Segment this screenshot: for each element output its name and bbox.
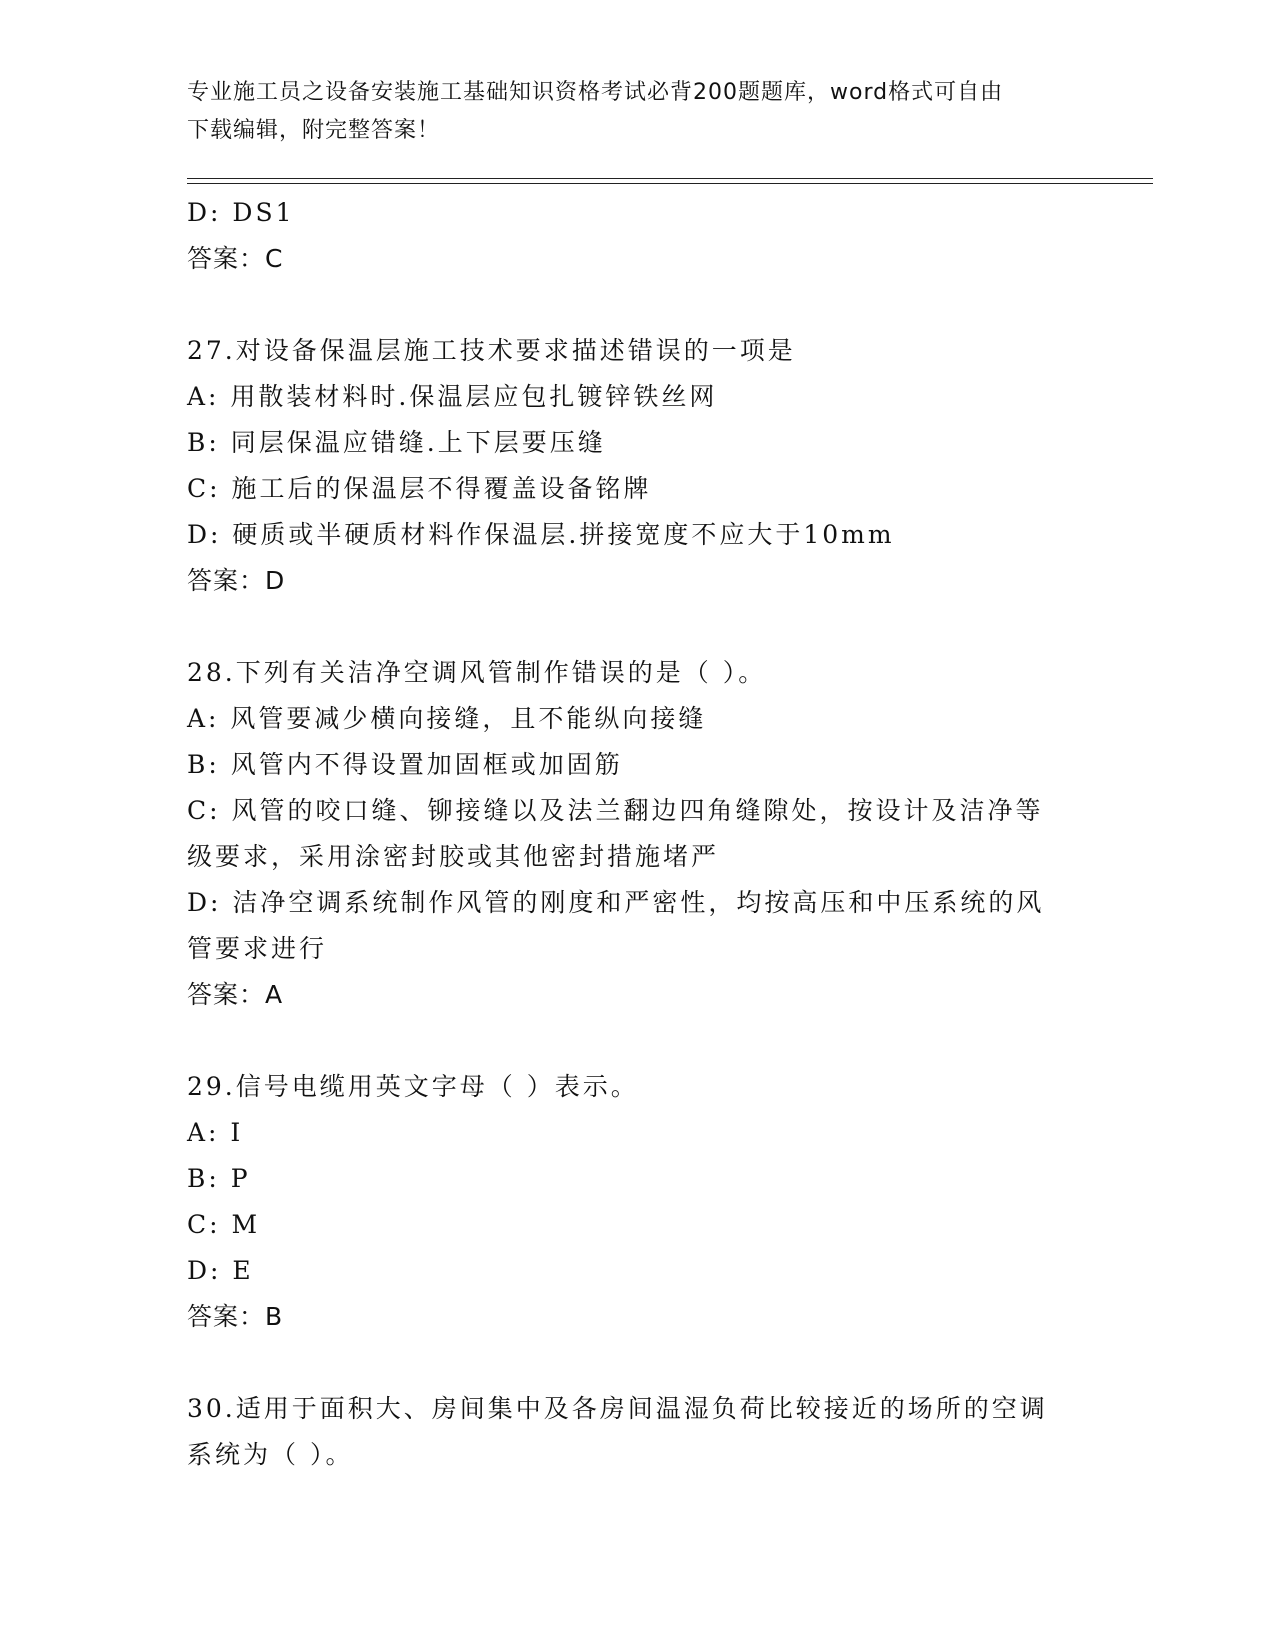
question-28 (187, 650, 1077, 1018)
option-b: B: 风管内不得设置加固框或加固筋 (187, 750, 623, 779)
option-a: A: 风管要减少横向接缝，且不能纵向接缝 (187, 704, 707, 733)
option-b: B: 同层保温应错缝.上下层要压缝 (187, 428, 606, 457)
answer-line: 答案：B (187, 1302, 284, 1331)
question-text: 28.下列有关洁净空调风管制作错误的是（ ）。 (187, 658, 767, 687)
option-d-line-1: D: 洁净空调系统制作风管的刚度和严密性，均按高压和中压系统的风 (187, 888, 1045, 917)
question-29 (187, 1064, 1077, 1340)
spacer (187, 282, 1077, 328)
option-a: A: 用散装材料时.保温层应包扎镀锌铁丝网 (187, 382, 718, 411)
question-30 (187, 1386, 1077, 1478)
header-divider-top (187, 178, 1153, 179)
question-content (187, 190, 1077, 1478)
answer-line: 答案：A (187, 980, 284, 1009)
question-text: 27.对设备保温层施工技术要求描述错误的一项是 (187, 336, 796, 365)
header-title-line-1: 专业施工员之设备安装施工基础知识资格考试必背200题题库，word格式可自由 (187, 80, 1004, 105)
question-27 (187, 328, 1077, 604)
answer-line: 答案：D (187, 566, 286, 595)
option-d-line-2: 管要求进行 (187, 934, 328, 963)
header-divider-bottom (187, 183, 1153, 184)
option-d: D: E (187, 1256, 254, 1285)
spacer (187, 1018, 1077, 1064)
option-c-line-1: C: 风管的咬口缝、铆接缝以及法兰翻边四角缝隙处，按设计及洁净等 (187, 796, 1044, 825)
option-c: C: 施工后的保温层不得覆盖设备铭牌 (187, 474, 652, 503)
spacer (187, 604, 1077, 650)
option-c: C: M (187, 1210, 261, 1239)
header-title-line-2: 下载编辑，附完整答案！ (187, 118, 441, 143)
option-d: D: 硬质或半硬质材料作保温层.拼接宽度不应大于10mm (187, 520, 895, 549)
spacer (187, 1340, 1077, 1386)
option-c-line-2: 级要求，采用涂密封胶或其他密封措施堵严 (187, 842, 720, 871)
question-text: 29.信号电缆用英文字母（ ）表示。 (187, 1072, 639, 1101)
question-26-tail (187, 190, 1077, 282)
question-text-line-1: 30.适用于面积大、房间集中及各房间温湿负荷比较接近的场所的空调 (187, 1394, 1048, 1423)
answer-line: 答案：C (187, 244, 284, 273)
option-a: A: I (187, 1118, 244, 1147)
option-b: B: P (187, 1164, 251, 1193)
page-header (187, 74, 1087, 150)
question-text-line-2: 系统为（ ）。 (187, 1440, 354, 1469)
option-d: D: DS1 (187, 198, 295, 227)
